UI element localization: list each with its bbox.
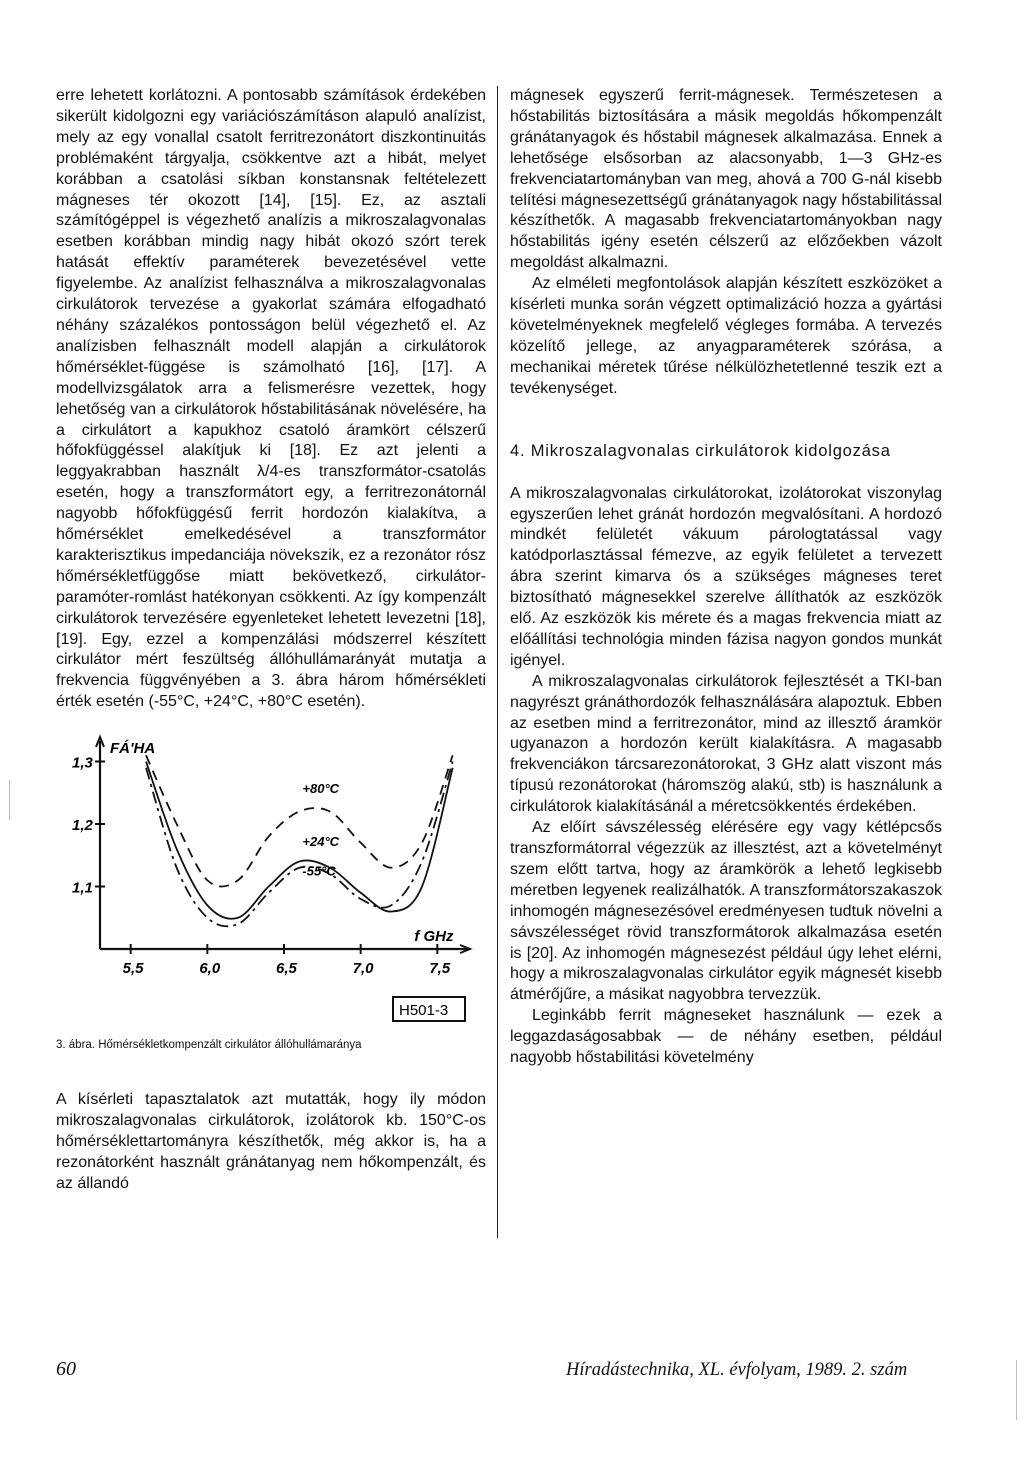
series-label: +80°C <box>302 780 340 796</box>
chart-ticks <box>72 755 451 978</box>
right-paragraph-4: A mikroszalagvonalas cirkulátorok fejlesztését a TKI-ban nagyrészt gránáthordozók felhasználására alapoztuk. Ebben az esetben mind a ferritrezonátor, mind az illesztő áramkör ugyanazon a hordozón került kialakításra. A magasabb frekvenciákon tárcsarezonátorokat, 3 GHz alatt viszont más típusú rezonátorokat (háromszög alakú, stb) is használunk a cirkulátorok kialakításánál a méretcsökkentés érdekében. <box>510 672 942 816</box>
x-tick-label: 5,5 <box>122 960 144 978</box>
left-paragraph-1: erre lehetett korlátozni. A pontosabb számítások érdekében sikerült kidolgozni egy variációszámításon alapuló analízist, mely az egy vonallal csatolt ferritrezonátort diszkontinuitás problémaként tárgyalja, csökkentve azt a hibát, melyet korábban a csatolási síkban konstansnak feltételezett mágneses tér okozott [14], [15]. Ez, az asztali számítógéppel is végezhető analízis a mikroszalagvonalas esetben korábban mindig nagy hibát okozó szórt terek hatását effektív paraméterek bevezetésével vette figyelembe. Az analízist felhasználva a mikroszalagvonalas cirkulátorok tervezése a gyakorlat számára elfogadható néhány százalékos pontosságon belül végezhető el. Az analízisben felhasznált modell alapján a cirkulátorok hőmérséklet-függése is számolható [16], [17]. A modellvizsgálatok arra a felismerésre vezettek, hogy lehetőség van a cirkulátorok hőstabilitásának növelésére, ha a cirkulátort a kapukhoz csatoló áramkört célszerű hőfokfüggéssel alakítjuk ki [18]. Ez azt jelenti a leggyakrabban használt λ/4-es transzformátor-csatolás esetén, hogy a transzformátort egy, a ferritrezonátornál nagyobb hőfokfüggésű ferrit hordozón kialakítva, a hőmérséklet emelkedésével a transzformátor karakterisztikus impedanciája növekszik, ez a rezonátor rósz hőmérsékletfüggőse miatt bekövetkező, cirkulátor-paramóter-romlást hatékonyan csökkenti. Az így kompenzált cirkulátorok tervezésére egyenleteket lehetett levezetni [18], [19]. Egy, ezzel a kompenzálási módszerrel készített cirkulátor mért feszültség állóhullámarányát mutatja a frekvencia függvényében a 3. ábra három hőmérsékleti érték esetén (-55°C, +24°C, +80°C esetén). <box>56 87 486 711</box>
series-label: -55°C <box>302 863 336 879</box>
left-paragraph-2: A kísérleti tapasztalatok azt mutatták, hogy ily módon mikroszalagvonalas cirkulátorok, izolátorok kb. 150°C-os hőmérséklettartományra készíthetők, még akkor is, ha a rezonátorként használt gránátanyag nem hőkompenzált, és az állandó <box>56 1091 486 1192</box>
series-label: +24°C <box>302 834 340 850</box>
x-tick-label: 6,5 <box>276 960 297 978</box>
right-paragraph-1: mágnesek egyszerű ferrit-mágnesek. Természetesen a hőstabilitás biztosítására a másik megoldás hőkompenzált gránátanyagok és hőstabil mágnesek alkalmazása. Ennek a lehetősége elsősorban az alacsonyabb, 1—3 GHz-es frekvenciatartományban van meg, ahová a 700 G-nál kisebb telítési mágnesezettségű gránátanyagok nagy hőstabilitással készíthetők. A magasabb frekvenciatartományokban nagy hőstabilitás igény esetén célszerű az előzőekben vázolt megoldást alkalmazni. <box>510 87 942 272</box>
right-column <box>510 86 942 1069</box>
figure-caption: 3. ábra. Hőmérsékletkompenzált cirkulátor állóhullámaránya <box>56 1039 362 1052</box>
scan-edge-mark <box>1016 1360 1017 1420</box>
chart-curves <box>146 755 453 926</box>
column-divider <box>497 86 498 1238</box>
right-paragraph-6: Leginkább ferrit mágneseket használunk — ezek a leggazdaságosabbak — de néhány esetben, például nagyobb hőstabilitási követelmény <box>510 1007 942 1067</box>
vswr-chart <box>56 727 486 1027</box>
right-paragraph-3: A mikroszalagvonalas cirkulátorokat, izolátorokat viszonylag egyszerűen lehet gránát hordozón megvalósítani. A hordozó mindkét felületét vákuum párologtatással vagy katódporlasztással fémezve, az egyik felületet a tervezett ábra szerint kimarva ós a szükséges mágneses teret biztosítható mágnesekkel szerelve állíthatók az eszközök elő. Az eszközök kis mérete és a magas frekvencia miatt az előállítási technológia minden fázisa nagyon gondos munkát igényel. <box>510 484 942 669</box>
y-tick-label: 1,1 <box>72 879 93 897</box>
right-paragraph-5: Az előírt sávszélesség elérésére egy vagy kétlépcsős transzformátorral végezzük az illesztést, azt a követelményt szem előtt tartva, hogy az áramkörök a lehető legkisebb méretben legyenek realizálhatók. A transzformátorszakaszok inhomogén mágnesezésóvel eredményesen tudtuk növelni a sávszélességet rövid transzformátorok alkalmazása esetén is [20]. Az inhomogén mágnesezést például úgy lehet elérni, hogy a mikroszalagvonalas cirkulátor egyik mágnesét kisebb átmérőjűre, a másikat nagyobbra tervezzük. <box>510 819 942 1004</box>
left-column <box>56 86 486 1195</box>
section-heading: 4. Mikroszalagvonalas cirkulátorok kidolgozása <box>510 441 891 460</box>
y-tick-label: 1,2 <box>72 817 93 835</box>
page-number: 60 <box>56 1358 76 1380</box>
right-paragraph-2: Az elméleti megfontolások alapján készített eszközöket a kísérleti munka során végzett optimalizáció hozza a gyártási követelményeknek megfelelő végleges formába. A tervezés közelítő jellege, az anyagparaméterek szórása, a mechanikai méretek tűrése nélkülözhetetlenné teszik ezt a tevékenységet. <box>510 275 942 397</box>
x-tick-label: 6,0 <box>199 960 221 978</box>
chart-axes <box>96 737 470 953</box>
x-tick-label: 7,5 <box>429 960 451 978</box>
x-axis-label: f GHz <box>414 928 454 946</box>
figure-code: H501-3 <box>399 1002 449 1020</box>
x-tick-label: 7,0 <box>352 960 374 978</box>
y-axis-label: FÁ'HA <box>110 740 156 758</box>
series-line <box>146 762 453 919</box>
figure-3 <box>56 727 486 1027</box>
journal-footer: Híradástechnika, XL. évfolyam, 1989. 2. szám <box>566 1360 908 1380</box>
scan-edge-mark <box>9 780 10 820</box>
y-tick-label: 1,3 <box>72 754 93 772</box>
series-line <box>146 762 453 927</box>
